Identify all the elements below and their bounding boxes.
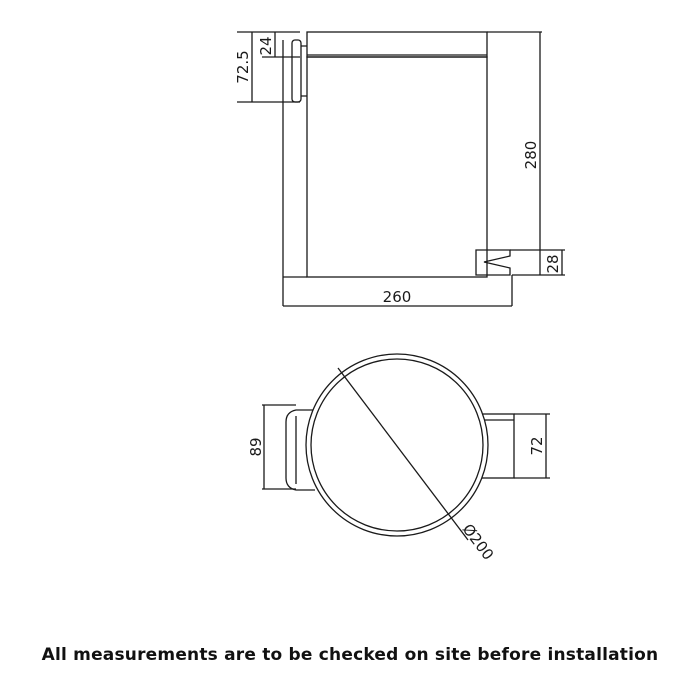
depth-label: 260 xyxy=(382,288,412,306)
hinge-width-label: 89 xyxy=(247,437,265,457)
total-height-label: 280 xyxy=(522,140,540,170)
pedal-height-label: 28 xyxy=(544,254,562,274)
hinge-bracket xyxy=(301,46,307,96)
diameter-label: Ø200 xyxy=(458,520,498,564)
bin-body xyxy=(307,57,487,277)
pedal-width-label: 72 xyxy=(528,436,546,456)
installation-note: All measurements are to be checked on site before installation xyxy=(41,645,659,665)
hinge xyxy=(292,40,301,102)
bin-lid xyxy=(307,32,487,57)
side-view xyxy=(237,32,565,306)
top-view xyxy=(262,354,550,540)
lid-height-label: 24 xyxy=(257,36,275,56)
pedal xyxy=(476,250,510,275)
hinge-height-label: 72.5 xyxy=(234,50,252,84)
